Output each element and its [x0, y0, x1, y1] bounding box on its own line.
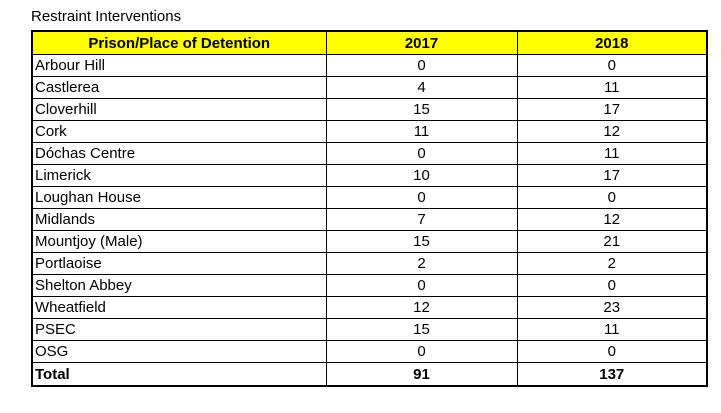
row-name: Arbour Hill [32, 55, 326, 77]
row-value-2017: 0 [326, 341, 517, 363]
row-name: Limerick [32, 165, 326, 187]
table-row [32, 99, 707, 121]
row-value-2017: 10 [326, 165, 517, 187]
row-name: Portlaoise [32, 253, 326, 275]
header-row [32, 31, 707, 55]
table-caption: Restraint Interventions [31, 8, 182, 25]
row-name: Cork [32, 121, 326, 143]
row-value-2018: 17 [517, 165, 707, 187]
row-value-2017: 12 [326, 297, 517, 319]
column-header-2018: 2018 [517, 31, 707, 55]
row-value-2018: 21 [517, 231, 707, 253]
row-value-2018: 0 [517, 55, 707, 77]
row-name: Wheatfield [32, 297, 326, 319]
row-name: Midlands [32, 209, 326, 231]
table-row [32, 319, 707, 341]
table-row [32, 253, 707, 275]
total-row [32, 363, 707, 387]
table-row [32, 165, 707, 187]
row-name: PSEC [32, 319, 326, 341]
row-name: Cloverhill [32, 99, 326, 121]
row-value-2017: 0 [326, 187, 517, 209]
table-row [32, 231, 707, 253]
row-value-2018: 2 [517, 253, 707, 275]
table-row [32, 55, 707, 77]
total-value-2018: 137 [517, 363, 707, 387]
row-value-2017: 2 [326, 253, 517, 275]
row-value-2017: 4 [326, 77, 517, 99]
row-value-2018: 12 [517, 209, 707, 231]
table-row [32, 341, 707, 363]
row-value-2018: 23 [517, 297, 707, 319]
restraint-interventions-table [31, 30, 708, 387]
row-value-2018: 17 [517, 99, 707, 121]
row-value-2018: 11 [517, 143, 707, 165]
row-value-2018: 0 [517, 275, 707, 297]
row-name: Loughan House [32, 187, 326, 209]
row-name: Castlerea [32, 77, 326, 99]
row-value-2018: 11 [517, 77, 707, 99]
total-value-2017: 91 [326, 363, 517, 387]
total-label: Total [32, 363, 326, 387]
row-name: OSG [32, 341, 326, 363]
row-value-2017: 0 [326, 143, 517, 165]
row-value-2018: 12 [517, 121, 707, 143]
table-row [32, 209, 707, 231]
column-header-prison: Prison/Place of Detention [32, 31, 326, 55]
row-value-2017: 0 [326, 55, 517, 77]
row-name: Dóchas Centre [32, 143, 326, 165]
row-value-2017: 11 [326, 121, 517, 143]
row-value-2017: 7 [326, 209, 517, 231]
table-row [32, 297, 707, 319]
row-name: Shelton Abbey [32, 275, 326, 297]
table-row [32, 77, 707, 99]
table-row [32, 121, 707, 143]
row-value-2017: 15 [326, 99, 517, 121]
row-value-2017: 15 [326, 231, 517, 253]
table-row [32, 187, 707, 209]
table-row [32, 143, 707, 165]
column-header-2017: 2017 [326, 31, 517, 55]
row-value-2018: 0 [517, 187, 707, 209]
row-value-2017: 15 [326, 319, 517, 341]
row-value-2017: 0 [326, 275, 517, 297]
table-row [32, 275, 707, 297]
row-value-2018: 0 [517, 341, 707, 363]
row-name: Mountjoy (Male) [32, 231, 326, 253]
row-value-2018: 11 [517, 319, 707, 341]
